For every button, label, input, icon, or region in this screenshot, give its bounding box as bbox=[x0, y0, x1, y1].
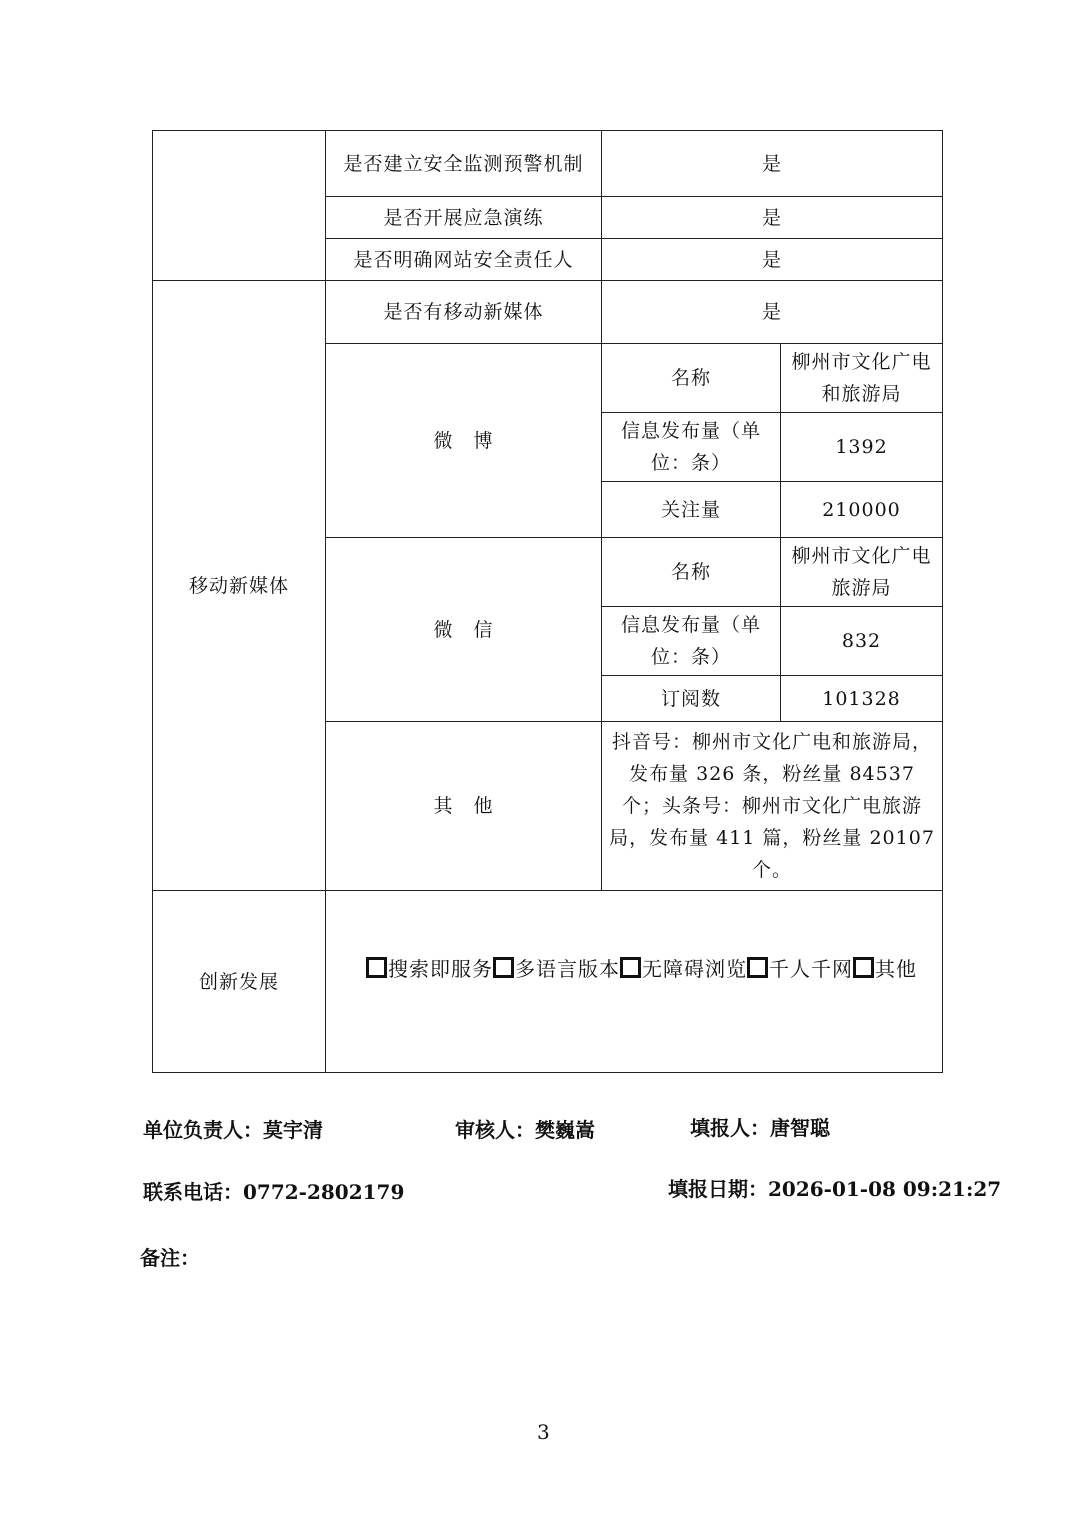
new-media-section-label: 移动新媒体 bbox=[153, 281, 326, 891]
weibo-name-value: 柳州市文化广电和旅游局 bbox=[781, 344, 943, 413]
has-new-media-label: 是否有移动新媒体 bbox=[326, 281, 602, 344]
wechat-name-label: 名称 bbox=[602, 538, 781, 607]
security-section-cell bbox=[153, 131, 326, 281]
checkbox-icon[interactable] bbox=[366, 957, 387, 978]
security-owner-value: 是 bbox=[602, 239, 943, 281]
innovation-options bbox=[326, 891, 943, 1073]
page-number: 3 bbox=[537, 1420, 550, 1444]
other-media-label: 其 他 bbox=[326, 722, 602, 891]
filler: 填报人：唐智聪 bbox=[690, 1116, 830, 1140]
security-monitor-value: 是 bbox=[602, 131, 943, 197]
emergency-drill-label: 是否开展应急演练 bbox=[326, 197, 602, 239]
innovation-option-accessibility[interactable]: 无障碍浏览 bbox=[620, 957, 747, 981]
weibo-posts-value: 1392 bbox=[781, 413, 943, 482]
checkbox-icon[interactable] bbox=[493, 957, 514, 978]
innovation-option-personalized[interactable]: 千人千网 bbox=[747, 957, 853, 981]
checkbox-icon[interactable] bbox=[747, 957, 768, 978]
wechat-posts-label: 信息发布量（单位：条） bbox=[602, 607, 781, 676]
remarks: 备注： bbox=[140, 1246, 200, 1270]
other-media-text: 抖音号：柳州市文化广电和旅游局，发布量 326 条，粉丝量 84537 个；头条号：柳州市文化广电旅游局，发布量 411 篇，粉丝量 20107 个。 bbox=[602, 722, 943, 891]
security-owner-label: 是否明确网站安全责任人 bbox=[326, 239, 602, 281]
weibo-name-label: 名称 bbox=[602, 344, 781, 413]
weibo-label: 微 博 bbox=[326, 344, 602, 538]
report-table bbox=[152, 130, 943, 1073]
checkbox-icon[interactable] bbox=[853, 957, 874, 978]
wechat-subs-label: 订阅数 bbox=[602, 676, 781, 722]
wechat-label: 微 信 bbox=[326, 538, 602, 722]
unit-head: 单位负责人：莫宇清 bbox=[143, 1118, 323, 1142]
has-new-media-value: 是 bbox=[602, 281, 943, 344]
emergency-drill-value: 是 bbox=[602, 197, 943, 239]
innovation-option-search[interactable]: 搜索即服务 bbox=[366, 957, 493, 981]
wechat-name-value: 柳州市文化广电旅游局 bbox=[781, 538, 943, 607]
innovation-option-other[interactable]: 其他 bbox=[853, 957, 917, 981]
wechat-posts-value: 832 bbox=[781, 607, 943, 676]
reviewer: 审核人：樊巍嵩 bbox=[455, 1118, 595, 1142]
checkbox-icon[interactable] bbox=[620, 957, 641, 978]
innovation-option-multilang[interactable]: 多语言版本 bbox=[493, 957, 620, 981]
innovation-label: 创新发展 bbox=[153, 891, 326, 1073]
wechat-subs-value: 101328 bbox=[781, 676, 943, 722]
weibo-followers-value: 210000 bbox=[781, 482, 943, 538]
security-monitor-label: 是否建立安全监测预警机制 bbox=[326, 131, 602, 197]
fill-date: 填报日期：2026-01-08 09:21:27 bbox=[668, 1177, 1002, 1201]
weibo-posts-label: 信息发布量（单位：条） bbox=[602, 413, 781, 482]
weibo-followers-label: 关注量 bbox=[602, 482, 781, 538]
contact-phone: 联系电话：0772-2802179 bbox=[143, 1180, 405, 1204]
